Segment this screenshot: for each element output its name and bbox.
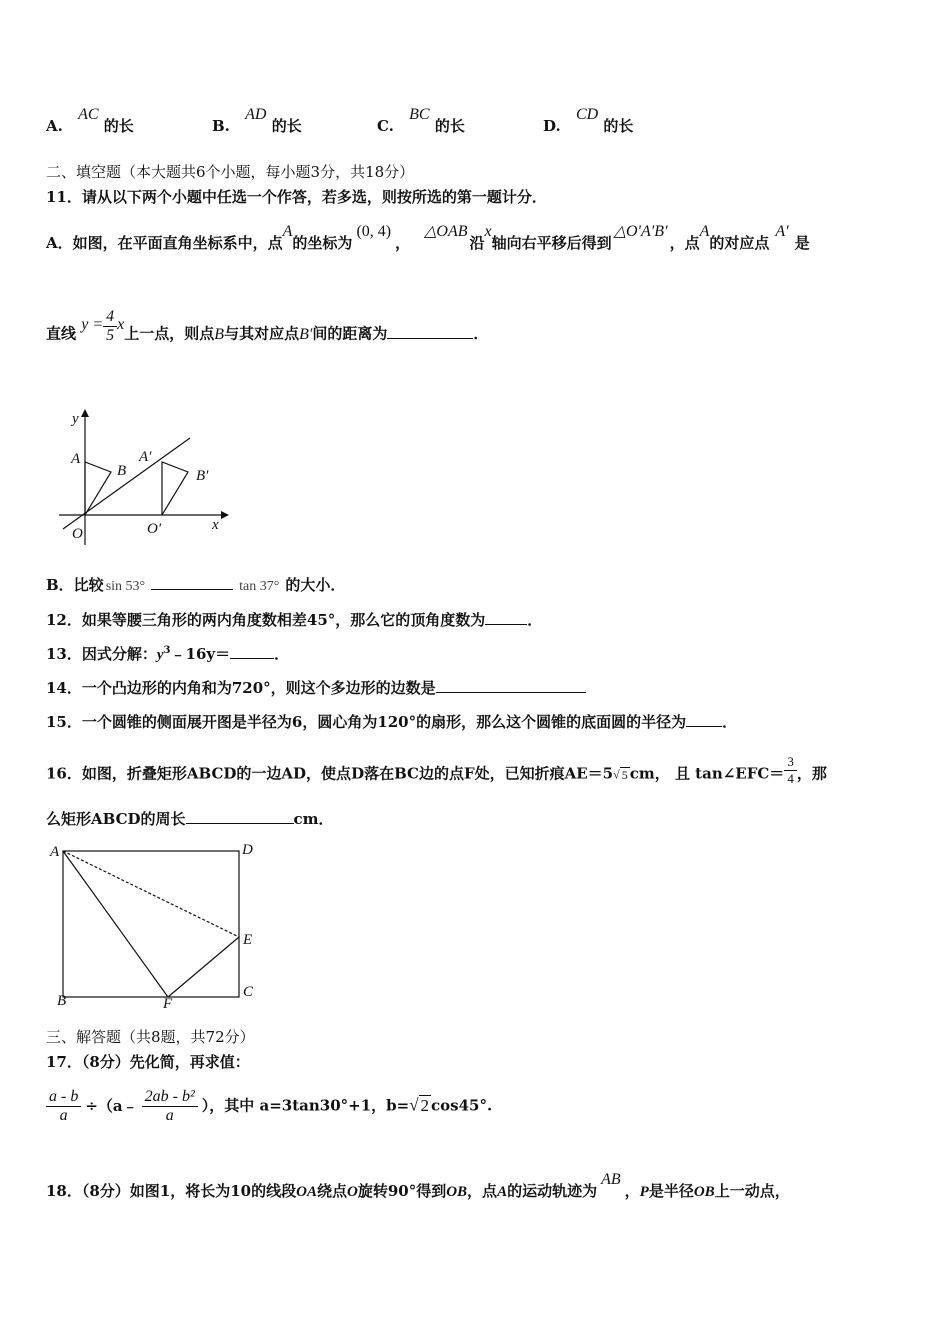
section-3-heading: 三、解答题（共8题，共72分） (46, 1028, 255, 1046)
answer-blank-q13 (230, 644, 274, 659)
q16-line2: 么矩形ABCD的周长 cm． (46, 810, 334, 828)
segment-fe (168, 937, 239, 997)
fold-line-ae (63, 851, 239, 937)
coordinate-figure (55, 405, 235, 550)
label-x: x (212, 517, 219, 533)
q13: 13．因式分解：$y^3﹣16y=$ ． (46, 645, 290, 663)
sqrt-2: √ 2 (409, 1095, 430, 1115)
y-axis-arrow-icon (81, 409, 89, 417)
label-a: A (71, 451, 81, 467)
label-c: C (243, 984, 254, 1000)
triangle-oab-prime (162, 462, 188, 515)
answer-blank-q16 (186, 809, 294, 824)
label-d: D (242, 842, 253, 858)
choice-a: A. AC 的长 (46, 106, 134, 135)
q11-line-equation: 直线 y = $\frac{4}{5}$ x上一点，则点B与其对应点B′间的距离为 ． (46, 308, 489, 344)
q12: 12．如果等腰三角形的两内角度数相差45°，那么它的顶角度数为 ． (46, 611, 543, 629)
q18: 18．（8分）如图1，将长为10的线段OA绕点O旋转90°得到OB，点A的运动轨迹为AB，P是半径OB上一动点， (46, 1171, 790, 1200)
label-e: E (243, 932, 253, 948)
fraction-four-fifths: $\frac{4}{5}$ (103, 308, 117, 345)
label-o: O (72, 526, 83, 542)
label-b: B (57, 993, 67, 1009)
q17-title: 17．（8分）先化简，再求值： (46, 1053, 250, 1071)
fraction-2ab-minus-b2-over-a: $\frac{\text{2ab - b²}}{a}$ (142, 1088, 198, 1125)
label-y: y (72, 411, 79, 427)
arc-ab: AB (601, 1171, 621, 1188)
q16-line1: 16．如图，折叠矩形ABCD的一边AD，使点D落在BC边的点F处，已知折痕AE＝5√ 5 cm， 且 tan∠EFC＝ $\frac{3}{4}$ ，那 (46, 754, 827, 786)
label-a: A (50, 844, 60, 860)
label-b: B (117, 463, 127, 479)
q17-expression: $\frac{a - b}{a}$ ÷（a﹣ $\frac{\text{2ab - b²}}{a}$ ），其中 a=3tan30°+1，b=√ 2 cos45°. (46, 1088, 492, 1125)
x-axis-arrow-icon (221, 511, 229, 519)
arc-cd: CD (575, 106, 599, 123)
choice-c: C. BC 的长 (377, 106, 465, 135)
arc-ad: AD (245, 106, 267, 123)
q11-intro: 11．请从以下两个小题中任选一个作答，若多选，则按所选的第一题计分． (46, 188, 547, 206)
choice-b: B. AD 的长 (212, 106, 302, 135)
answer-blank-q11b (151, 575, 233, 590)
arc-ac: AC (78, 106, 99, 123)
sqrt-5: √ 5 (613, 767, 628, 782)
q11-part-b: B．比较 sin 53° tan 37° 的大小． (46, 576, 346, 594)
arc-bc: BC (409, 106, 430, 123)
triangle-oab (85, 462, 111, 515)
rectangle-figure (45, 838, 265, 1013)
answer-blank-q14 (436, 678, 586, 693)
answer-blank-q11a (387, 324, 473, 339)
q15: 15．一个圆锥的侧面展开图是半径为6，圆心角为120°的扇形，那么这个圆锥的底面圆的半径为 ． (46, 713, 738, 731)
segment-af (63, 851, 168, 997)
choice-d: D. CD 的长 (543, 106, 634, 135)
q14: 14．一个凸边形的内角和为720°，则这个多边形的边数是 (46, 677, 586, 698)
label-a-prime: A′ (139, 449, 152, 465)
answer-blank-q12 (485, 610, 527, 625)
q11-part-a: A．如图，在平面直角坐标系中，点A的坐标为(0, 4)，△OAB沿x轴向右平移后得到△O′A′B′，点A的对应点A′是 (46, 223, 810, 252)
fraction-a-minus-b-over-a: $\frac{a - b}{a}$ (46, 1088, 81, 1125)
label-f: F (163, 996, 173, 1012)
label-o-prime: O′ (147, 521, 162, 537)
fraction-three-fourths: $\frac{3}{4}$ (784, 754, 797, 787)
label-b-prime: B′ (196, 468, 209, 484)
section-2-heading: 二、填空题（本大题共6个小题，每小题3分，共18分） (46, 163, 415, 181)
answer-blank-q15 (686, 712, 722, 727)
